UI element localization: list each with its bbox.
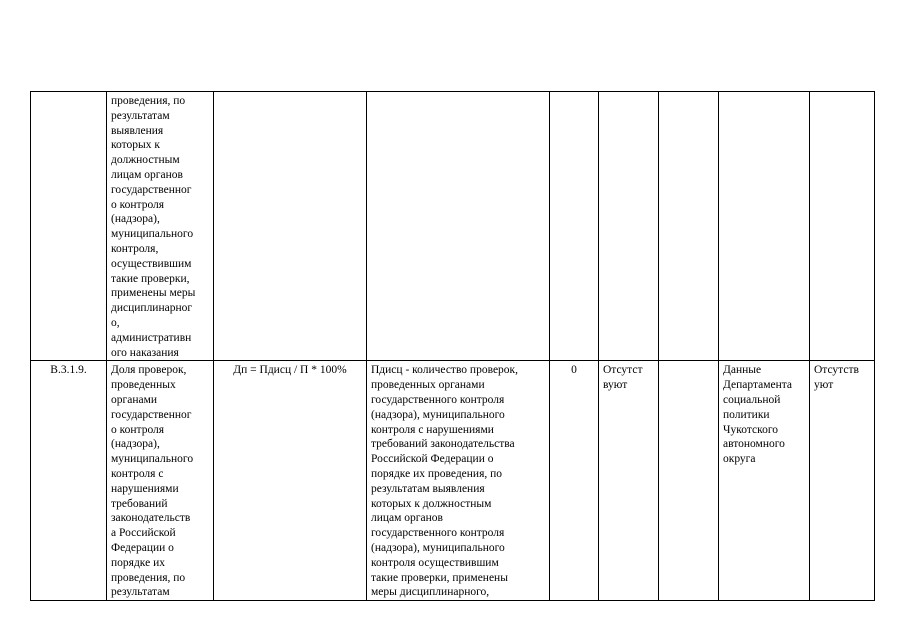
indicator-description-cell bbox=[367, 92, 550, 361]
table-row bbox=[31, 92, 875, 361]
indicator-source-cell: Данные Департамента социальной политики Чукотского автономного округа bbox=[719, 361, 810, 601]
indicator-note-cell: Отсутств уют bbox=[810, 361, 875, 601]
indicator-status-cell: Отсутст вуют bbox=[599, 361, 659, 601]
indicator-name-cell: Доля проверок, проведенных органами государственног о контроля (надзора), муниципального контроля с нарушениями требований законодательств а Российской Федерации о порядке их проведения, по результатам bbox=[107, 361, 214, 601]
indicator-status-cell bbox=[599, 92, 659, 361]
indicator-code-cell bbox=[31, 92, 107, 361]
indicator-code-cell: В.3.1.9. bbox=[31, 361, 107, 601]
indicator-formula-cell bbox=[214, 92, 367, 361]
indicator-formula-cell: Дп = Пдисц / П * 100% bbox=[214, 361, 367, 601]
indicator-extra-cell bbox=[659, 92, 719, 361]
indicator-source-cell bbox=[719, 92, 810, 361]
indicator-value-cell bbox=[550, 92, 599, 361]
indicator-name-cell: проведения, по результатам выявления которых к должностным лицам органов государственног о контроля (надзора), муниципального контроля, осуществившим такие проверки, применены меры дисциплинарног о, административн ого наказания bbox=[107, 92, 214, 361]
indicator-note-cell bbox=[810, 92, 875, 361]
indicator-table bbox=[30, 91, 875, 601]
indicator-extra-cell bbox=[659, 361, 719, 601]
table-row bbox=[31, 361, 875, 601]
indicator-description-cell: Пдисц - количество проверок, проведенных органами государственного контроля (надзора), муниципального контроля с нарушениями требований законодательства Российской Федерации о порядке их проведения, по результатам выявления которых к должностным лицам органов государственного контроля (надзора), муниципального контроля осуществившим такие проверки, применены меры дисциплинарного, bbox=[367, 361, 550, 601]
indicator-value-cell: 0 bbox=[550, 361, 599, 601]
